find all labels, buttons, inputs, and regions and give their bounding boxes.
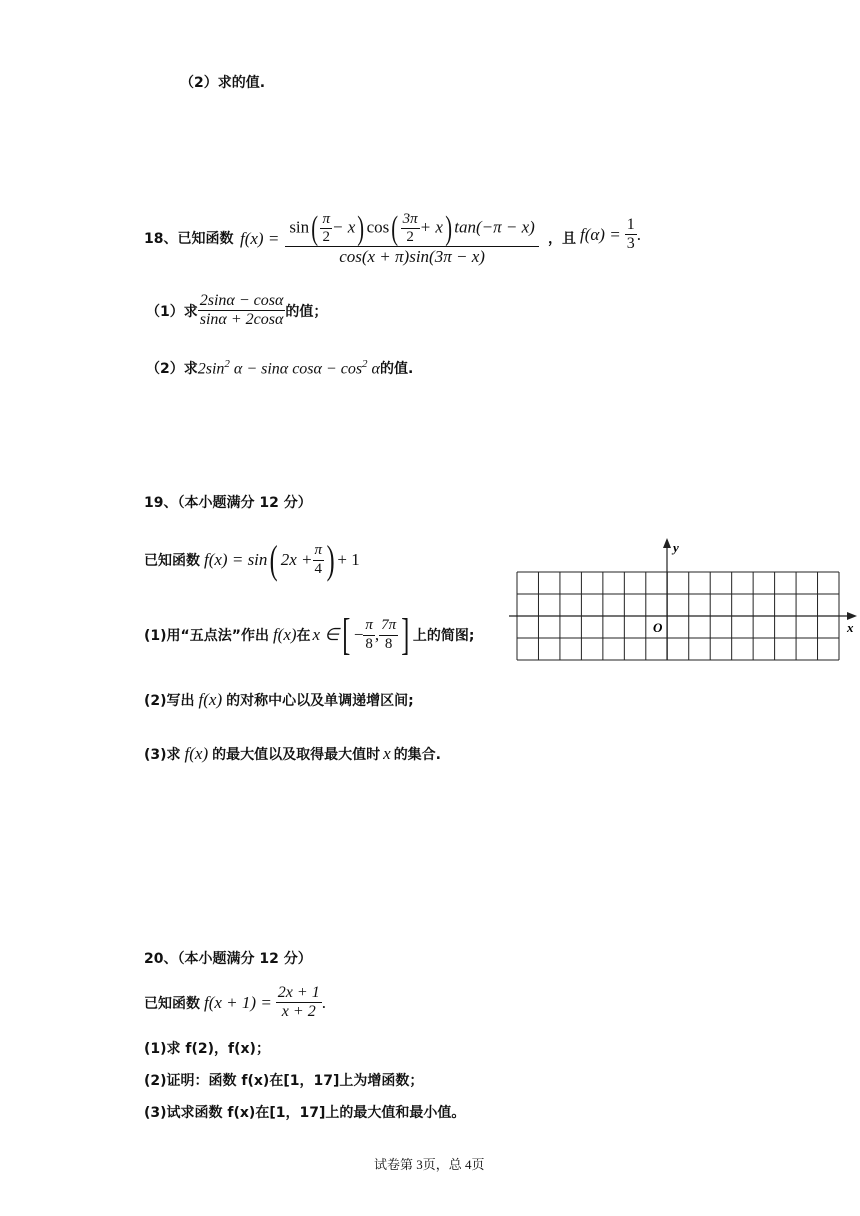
q19-part2-suffix: 的对称中心以及单调递增区间;: [226, 693, 414, 709]
q20-given-fx: f(x + 1) =: [204, 992, 272, 1012]
coordinate-grid: [505, 536, 857, 676]
q18-f-alpha: [580, 216, 641, 254]
q20-given: [144, 984, 326, 1022]
q19-given-inner: 2x +: [280, 550, 313, 569]
q19-part3-x: x: [383, 744, 391, 763]
q18-3pi-over-2: $\frac{3\pi}{2}$: [402, 210, 418, 246]
q18-num-sin: sin: [289, 217, 310, 237]
q19-part3-suffix: 的集合.: [393, 747, 442, 763]
q18-part2-prefix: （2）求: [146, 361, 198, 378]
page-footer: 试卷第 3页，总 4页: [374, 1157, 485, 1172]
q18-part2-expr: $2\sin^2$ α − sinα $\cos\alpha - \cos^2 \alpha$: [197, 358, 380, 378]
q18-part-1: [146, 292, 327, 330]
q18-part1-prefix: （1）求: [146, 303, 198, 320]
q18-one-third: $\frac{1}{3}$: [626, 216, 635, 253]
q19-part3-prefix: (3)求: [144, 747, 181, 763]
q18-num-minus-x: − x: [332, 217, 356, 237]
q19-part3-mid: 的最大值以及取得最大值时: [212, 747, 381, 763]
y-axis-arrow: [663, 538, 671, 548]
q19-part1-x: x ∈: [312, 625, 340, 644]
q19-neg-pi-over-8: $\frac{\pi}{8}$: [365, 617, 373, 652]
q19-given-sin: f(x) = sin: [204, 550, 268, 569]
q18-fa-label: f(α) =: [580, 224, 621, 244]
q18-part2-suffix: 的值.: [379, 361, 414, 378]
q19-part3-fx: f(x): [184, 744, 209, 763]
x-axis-arrow: [847, 612, 857, 620]
q19-7pi-over-8: $\frac{7\pi}{8}$: [381, 617, 397, 652]
q19-part1-suffix: 上的简图;: [412, 628, 475, 644]
q19-part2-prefix: (2)写出: [144, 693, 195, 709]
q18-and: ，且: [548, 231, 576, 247]
q20-fraction: $\frac{2x + 1}{x + 2}$: [277, 984, 320, 1021]
q18-period: .: [636, 224, 641, 244]
q18-main-fraction: [285, 211, 538, 267]
y-axis-label: y: [673, 540, 679, 555]
question-19-heading: 19、（本小题满分 12 分）: [144, 495, 312, 511]
q18-part1-suffix: 的值；: [285, 303, 328, 320]
q18-num-cos: cos: [366, 217, 390, 237]
q20-part-2: (2)证明：函数 f(x)在[1，17]上为增函数；: [144, 1073, 424, 1089]
q18-fx-label: f(x) =: [240, 229, 280, 248]
q19-part-1: (1)用“五点法”作出 f(x) 在 x ∈ [ − $\frac{\pi}{8}$ , $\frac{7\pi}{8}$ ] 上的简图;: [144, 610, 475, 659]
question-18-number: 18、已知函数: [144, 231, 234, 247]
q20-given-prefix: 已知函数: [144, 995, 200, 1012]
origin-label: O: [653, 620, 663, 635]
q18-num-tan: tan(−π − x): [454, 217, 535, 237]
q19-part-2: [144, 690, 414, 710]
q18-num-plus-x: + x: [419, 217, 443, 237]
q20-part-3: (3)试求函数 f(x)在[1，17]上的最大值和最小值。: [144, 1105, 466, 1121]
q18-denominator: cos(x + π)sin(3π − x): [339, 247, 485, 267]
q18-numerator: sin( $\frac{\pi}{2}$ − x) cos( $\frac{3\pi}{2}$ + x) tan(−π − x): [285, 211, 538, 248]
q19-part2-fx: f(x): [198, 690, 223, 709]
question-17-part-2: （2）求的值.: [180, 75, 266, 91]
q19-given: 已知函数 f(x) = sin ( 2x + $\frac{\pi}{4}$ ) + 1: [144, 537, 360, 582]
q18-part-2: [146, 358, 413, 378]
q19-part-3: [144, 744, 441, 764]
q19-given-prefix: 已知函数: [144, 553, 200, 569]
x-axis-label: x: [847, 620, 854, 635]
q19-part1-prefix: (1)用“五点法”作出: [144, 628, 269, 644]
question-18-function: [240, 204, 539, 274]
q18-part1-fraction: $\frac{2\sin\alpha - \cos\alpha}{\sin\alpha + 2\cos\alpha}$: [199, 292, 284, 329]
q19-part1-fx: f(x): [272, 625, 297, 644]
q19-part1-in: 在: [296, 628, 311, 644]
q19-given-plus-one: + 1: [337, 550, 360, 569]
q20-part-1: (1)求 f(2)，f(x)；: [144, 1041, 270, 1057]
q19-pi-over-4: $\frac{\pi}{4}$: [314, 542, 323, 577]
q18-pi-over-2: $\frac{\pi}{2}$: [322, 210, 330, 246]
question-20-heading: 20、（本小题满分 12 分）: [144, 951, 312, 967]
q20-period: .: [321, 992, 326, 1012]
